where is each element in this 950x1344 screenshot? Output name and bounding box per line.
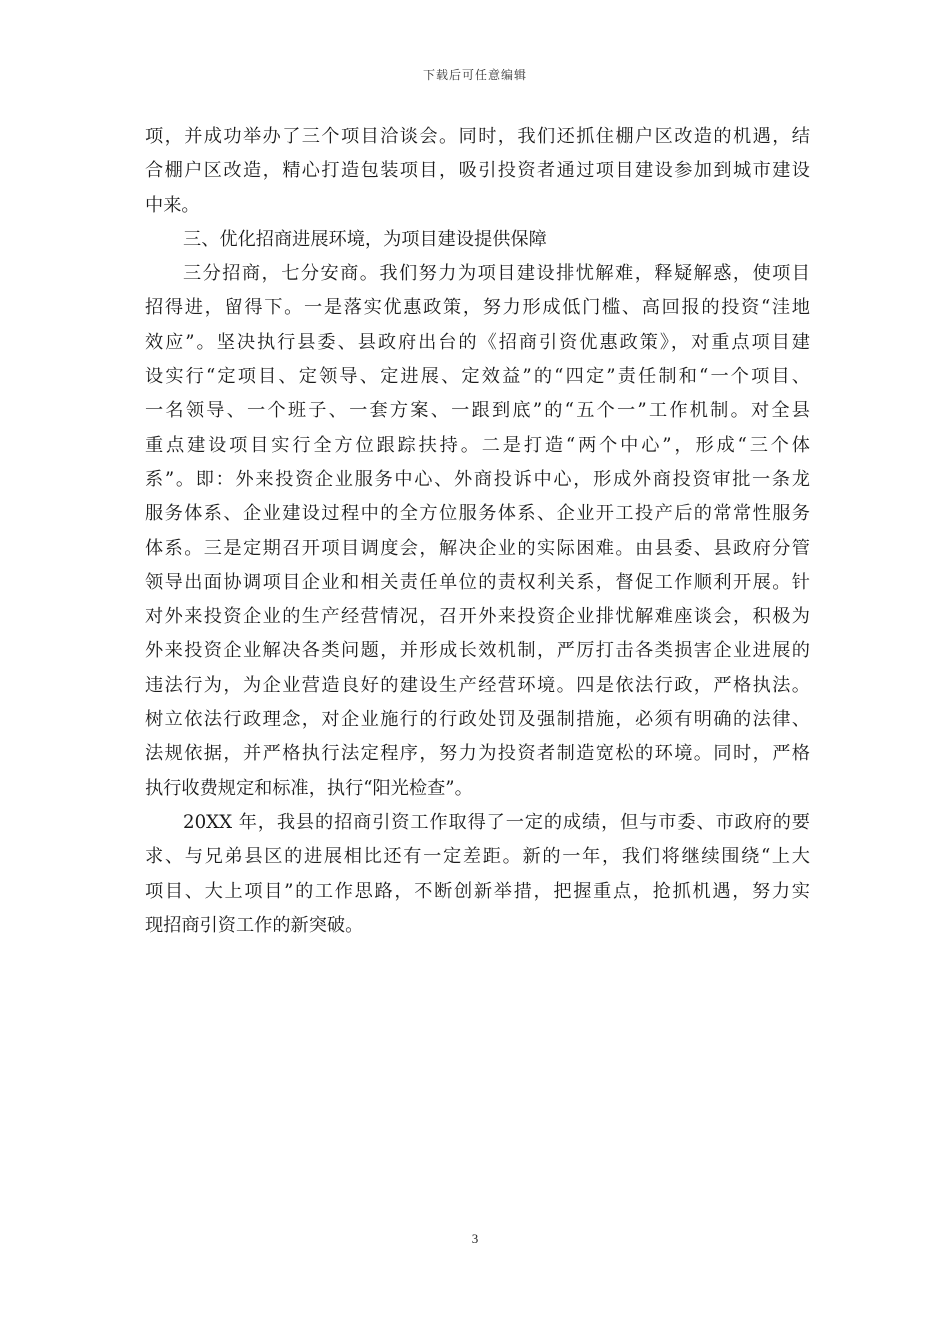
text-line: 重点建设项目实行全方位跟踪扶持。二是打造“两个中心”，形成“三个体 (145, 434, 810, 456)
text-line: 树立依法行政理念，对企业施行的行政处罚及强制措施，必须有明确的法律、 (145, 709, 810, 731)
paragraph (145, 806, 810, 943)
page-header-note: 下载后可任意编辑 (422, 68, 527, 82)
paragraph (145, 120, 810, 223)
text-line: 设实行“定项目、定领导、定进展、定效益”的“四定”责任制和“一个项目、 (145, 366, 810, 388)
text-line: 一名领导、一个班子、一套方案、一跟到底”的“五个一”工作机制。对全县 (145, 400, 810, 422)
page-number: 3 (471, 1231, 479, 1246)
text-line: 领导出面协调项目企业和相关责任单位的责权利关系，督促工作顺利开展。针 (145, 571, 810, 593)
text-line: 执行收费规定和标准，执行“阳光检查”。 (145, 777, 473, 799)
text-line: 招得进，留得下。一是落实优惠政策，努力形成低门槛、高回报的投资“洼地 (145, 297, 810, 319)
paragraph (145, 223, 810, 257)
text-line: 法规依据，并严格执行法定程序，努力为投资者制造宽松的环境。同时，严格 (145, 743, 810, 765)
text-line: 效应”。坚决执行县委、县政府出台的《招商引资优惠政策》，对重点项目建 (145, 331, 810, 353)
text-line: 中来。 (145, 194, 200, 216)
text-line: 项目、大上项目”的工作思路，不断创新举措，把握重点，抢抓机遇，努力实 (145, 880, 810, 902)
paragraph (145, 257, 810, 806)
text-line: 服务体系、企业建设过程中的全方位服务体系、企业开工投产后的常常性服务 (145, 503, 810, 525)
text-line: 三、优化招商进展环境，为项目建设提供保障 (183, 228, 547, 250)
text-line: 体系。三是定期召开项目调度会，解决企业的实际困难。由县委、县政府分管 (145, 537, 810, 559)
text-line: 系”。即：外来投资企业服务中心、外商投诉中心，形成外商投资审批一条龙 (145, 468, 810, 490)
text-line: 外来投资企业解决各类问题，并形成长效机制，严厉打击各类损害企业进展的 (145, 640, 810, 662)
text-line: 三分招商，七分安商。我们努力为项目建设排忧解难，释疑解惑，使项目 (183, 263, 810, 285)
text-line: 违法行为，为企业营造良好的建设生产经营环境。四是依法行政，严格执法。 (145, 674, 810, 696)
text-line: 求、与兄弟县区的进展相比还有一定差距。新的一年，我们将继续围绕“上大 (145, 846, 810, 868)
text-line: 现招商引资工作的新突破。 (145, 914, 364, 936)
text-line: 20XX 年，我县的招商引资工作取得了一定的成绩，但与市委、市政府的要 (183, 811, 810, 833)
text-line: 对外来投资企业的生产经营情况，召开外来投资企业排忧解难座谈会，积极为 (145, 606, 810, 628)
text-line: 合棚户区改造，精心打造包装项目，吸引投资者通过项目建设参加到城市建设 (145, 160, 810, 182)
text-line: 项，并成功举办了三个项目洽谈会。同时，我们还抓住棚户区改造的机遇，结 (145, 126, 810, 147)
document-body (145, 120, 810, 943)
